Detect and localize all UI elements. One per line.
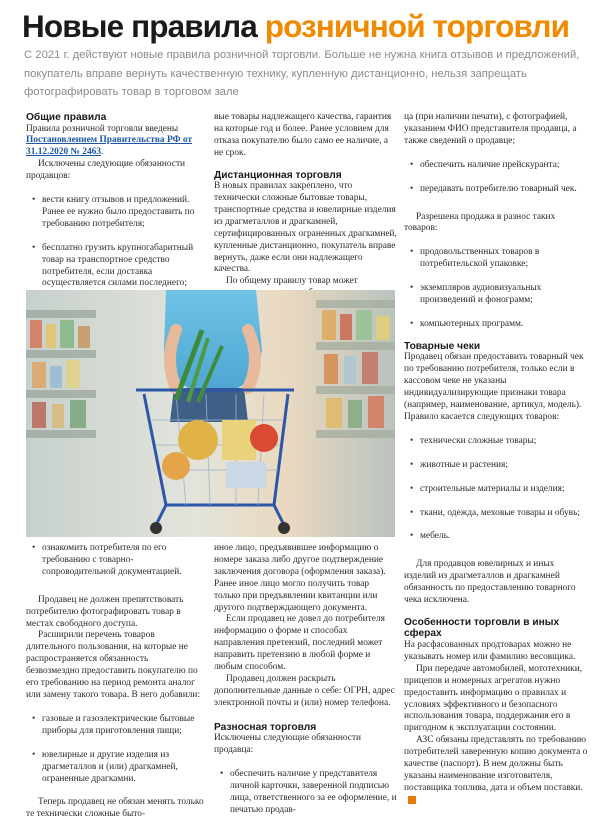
paragraph: Разрешена продажа в разнос таких товаров: [404, 211, 556, 234]
bullet-item: • технически сложные товары; [404, 436, 588, 448]
article-title [22, 8, 569, 44]
column-1-top [26, 112, 204, 290]
title-part-2: розничной торговли [264, 8, 570, 44]
paragraph-last: АЗС обязаны представлять по требованию потребителей заверенную копию документа о качестве (паспорт). В нем должны быть указаны наименование изготовителя, поставщика топлива, дата и объем поставки. [404, 735, 588, 806]
paragraph: На расфасованных продтоварах можно не указывать номер или фамилию весовщика. [404, 639, 576, 662]
paragraph: Продавец должен раскрыть дополнительные данные о себе: ОГРН, адрес электронной почты и (или) номер телефона. [214, 673, 395, 708]
decree-link[interactable]: Постановлением Правительства РФ от 31.12.2020 № 2463 [26, 135, 193, 158]
bullet-item: • животные и растения; [404, 460, 588, 472]
paragraph: В новых правилах закреплено, что технически сложные бытовые товары, транспортные средства и ювелирные изделия из драгметаллов и драгкамней, сертифицированных ограненных драгкамней, купленные дистанционно, покупатель вправе вернуть, даже если они надлежащего качества. [214, 181, 397, 275]
bullet-item: • компьютерных программ. [404, 319, 588, 331]
bullet-item: • экземпляров аудиовизуальных произведений и фонограмм; [404, 283, 588, 307]
bullet-item: • ювелирные и другие изделия из драгметаллов и (или) драгкамней, ограненные драгкамни. [26, 750, 204, 786]
article-lead: С 2021 г. действуют новые правила розничной торговли. Больше не нужна книга отзывов и предложений, покупатель вправе вернуть качественную технику, купленную дистанционно, нельзя запрещать фотографировать товар в торговом зале [24, 49, 580, 98]
heading-general-rules: Общие правила [26, 112, 107, 123]
bullet-item: • ознакомить потребителя по его требованию с товарно-сопроводительной документацией. [26, 543, 204, 579]
paragraph: иное лицо, предъявившее информацию о номере заказа либо другое подтверждение заключения договора (оформления заказа). Ранее иное лицо могло получить товар только при предъявлении квитанции или другого подтверждающего документа. [214, 543, 386, 613]
heading-receipts: Товарные чеки [404, 340, 481, 352]
bullet-item: • строительные материалы и изделия; [404, 484, 588, 496]
heading-other-spheres: Особенности торговли в иных сферах [404, 616, 560, 640]
paragraph: По общему правилу товар может [226, 276, 358, 287]
paragraph: Продавец обязан предоставить товарный чек по требованию потребителя, только если в кассовом чеке не указаны индивидуализирующие признаки товара (например, наименование, артикул, модель). Правило касается следующих товаров: [404, 352, 584, 422]
paragraph: вые товары надлежащего качества, гарантия на которые год и более. Ранее условием для отказа покупателю было само ее наличие, а не срок. [214, 112, 392, 158]
photo-illustration [26, 290, 395, 537]
paragraph: При передаче автомобилей, мототехники, прицепов и номерных агрегатов нужно предоставить информацию о правилах и условиях эффективного и безопасного использования товара, поддержания его в пригодном к эксплуатации состоянии. [404, 663, 583, 734]
end-mark-icon [408, 796, 416, 804]
bullet-item: • бесплатно грузить крупногабаритный товар на транспортное средство потребителя, если доставка осуществляется силами последнего; [26, 243, 204, 291]
paragraph: Правила розничной торговли введены Постановлением Правительства РФ от 31.12.2020 № 2463. [26, 123, 193, 158]
column-2-top [214, 112, 397, 300]
heading-mixed-trade: Разносная торговля [214, 721, 317, 733]
paragraph: Исключены следующие обязанности продавцов: [26, 159, 186, 182]
bullet-item: • продовольственных товаров в потребительской упаковке; [404, 247, 588, 271]
title-part-1: Новые правила [22, 8, 265, 44]
heading-remote-trade: Дистанционная торговля [214, 169, 342, 181]
column-1-bottom [26, 543, 204, 821]
paragraph: Для продавцов ювелирных и иных изделий из драгметаллов и драгкамней обязанность по предоставлению товарного чека исключена. [404, 559, 576, 606]
paragraph: Если продавец не довел до потребителя информацию о форме и способах направления претензий, последний может направить претензию в любой форме и любым способом. [214, 614, 385, 673]
bullet-item: • мебель. [404, 531, 588, 543]
paragraph: Теперь продавец не обязан менять только те технически сложные быто- [26, 797, 204, 820]
bullet-item: • вести книгу отзывов и предложений. Ранее ее нужно было предоставить по требованию потребителя; [26, 195, 204, 231]
paragraph: Расширили перечень товаров длительного пользования, на которые не распространяется обязанность безвозмездно предоставить покупателю по его требованию на период ремонта аналог или замену такого товара. В него добавили: [26, 630, 201, 700]
paragraph: ца (при наличии печати), с фотографией, указанием ФИО представителя продавца, а также сведений о продавце; [404, 112, 577, 146]
shopping-cart-photo [26, 290, 395, 537]
paragraph: Исключены следующие обязанности продавца: [214, 733, 362, 756]
bullet-item: • передавать потребителю товарный чек. [404, 184, 588, 196]
bullet-item: • обеспечить наличие у представителя личной карточки, заверенной подписью лица, ответственного за ее оформление, и печатью продав- [214, 769, 397, 817]
column-2-bottom [214, 543, 397, 817]
bullet-item: • обеспечить наличие прейскуранта; [404, 160, 588, 172]
bullet-item: • ткани, одежда, меховые товары и обувь; [404, 508, 588, 520]
paragraph: Продавец не должен препятствовать потребителю фотографировать товар в местах свободного доступа. [26, 594, 184, 629]
column-3 [404, 112, 588, 807]
bullet-item: • газовые и газоэлектрические бытовые приборы для приготовления пищи; [26, 714, 204, 738]
